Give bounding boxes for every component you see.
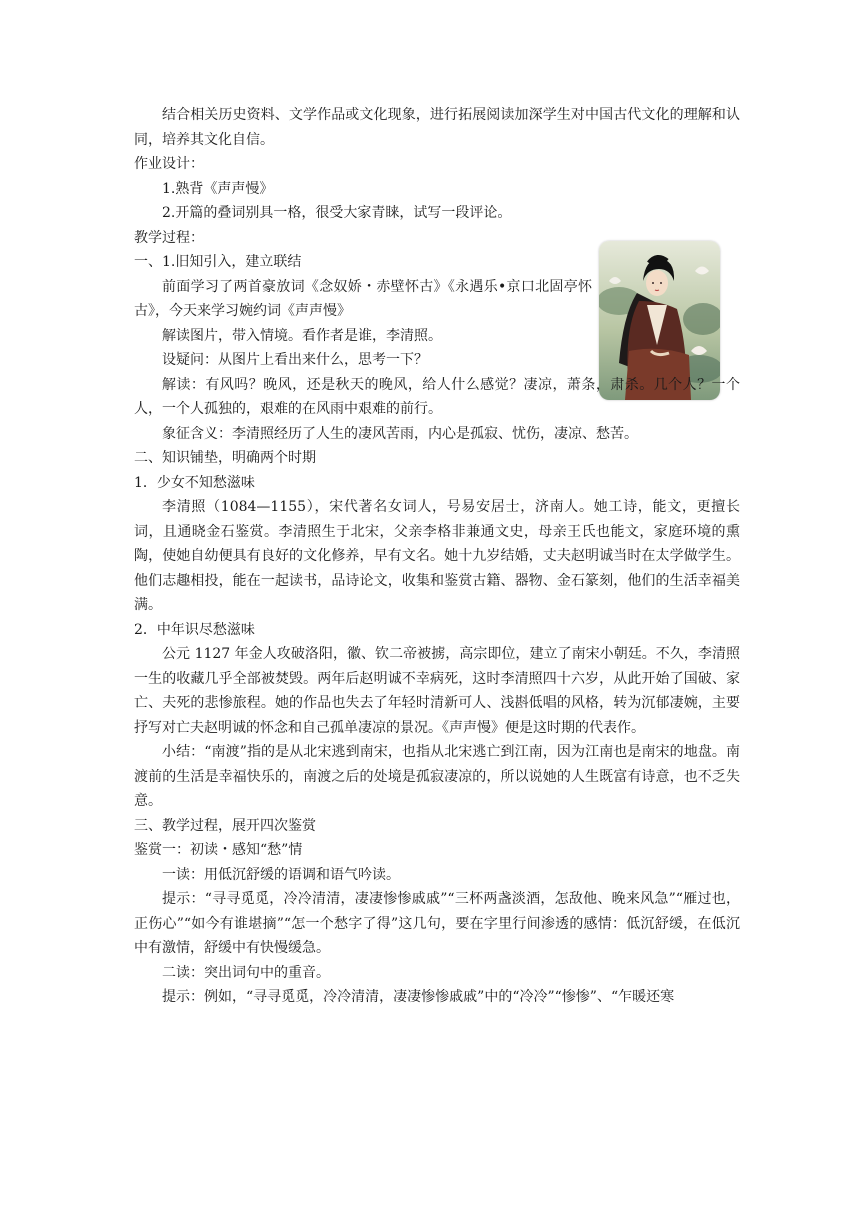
paragraph-question: 设疑问：从图片上看出来什么，思考一下？ xyxy=(162,352,428,368)
section-3-heading: 三、教学过程，展开四次鉴赏 xyxy=(134,817,316,834)
homework-item-1: 1.熟背《声声慢》 xyxy=(162,180,274,197)
hint-2: 提示：例如，“寻寻觅觅，冷冷清清，凄凄惨惨戚戚”中的“冷冷”“惨惨”、“乍暖还寒 xyxy=(162,989,675,1005)
hint-1: 提示：“寻寻觅觅，冷冷清清，凄凄惨惨戚戚”“三杯两盏淡酒，怎敌他、晚来风急”“雁过也，正伤心”“如今有谁堪摘”“怎一个愁字了得”这几句，要在字里行间渗透的感情：低沉舒缓，在低沉中有激情，舒缓中有快慢缓急。 xyxy=(134,891,740,956)
reading-1: 一读：用低沉舒缓的语调和语气吟读。 xyxy=(162,866,400,883)
paragraph-culture-goal: 结合相关历史资料、文学作品或文化现象，进行拓展阅读加深学生对中国古代文化的理解和认同，培养其文化自信。 xyxy=(134,107,740,148)
paragraph-prior-knowledge: 前面学习了两首豪放词《念奴娇・赤壁怀古》《永遇乐•京口北固亭怀古》，今天来学习婉约词《声声慢》 xyxy=(134,278,592,319)
paragraph-read-image: 解读图片，带入情境。看作者是谁，李清照。 xyxy=(162,327,442,344)
paragraph-summary: 小结：“南渡”指的是从北宋逃到南宋，也指从北宋逃亡到江南，因为江南也是南宋的地盘。南渡前的生活是幸福快乐的，南渡之后的处境是孤寂凄凉的，所以说她的人生既富有诗意，也不乏失意。 xyxy=(134,744,740,809)
homework-item-2: 2.开篇的叠词别具一格，很受大家青睐，试写一段评论。 xyxy=(162,205,512,221)
heading-homework: 作业设计： xyxy=(134,156,204,172)
subheading-youth: 1．少女不知愁滋味 xyxy=(134,474,255,491)
appreciation-1-heading: 鉴赏一：初读・感知“愁”情 xyxy=(134,842,303,858)
subheading-middle-age: 2．中年识尽愁滋味 xyxy=(134,621,255,638)
lesson-plan-text xyxy=(134,103,740,1010)
section-1-heading: 一、1.旧知引入，建立联结 xyxy=(134,254,302,270)
paragraph-symbolism: 象征含义：李清照经历了人生的凄风苦雨，内心是孤寂、忧伤，凄凉、愁苦。 xyxy=(162,425,638,442)
paragraph-biography: 李清照（1084—1155），宋代著名女词人，号易安居士，济南人。她工诗，能文，更擅长词，且通晓金石鉴赏。李清照生于北宋，父亲李格非兼通文史，母亲王氏也能文，家庭环境的熏陶，使她自幼便具有良好的文化修养，早有文名。她十九岁结婚，丈夫赵明诚当时在太学做学生。他们志趣相投，能在一起读书，品诗论文，收集和鉴赏古籍、器物、金石篆刻，他们的生活幸福美满。 xyxy=(134,499,740,613)
heading-teaching-process: 教学过程： xyxy=(134,229,204,246)
paragraph-interpretation: 解读：有风吗？晚风，还是秋天的晚风，给人什么感觉？凄凉，萧条，肃杀。几个人？一个人，一个人孤独的，艰难的在风雨中艰难的前行。 xyxy=(134,376,740,417)
section-2-heading: 二、知识铺垫，明确两个时期 xyxy=(134,450,316,466)
reading-2: 二读：突出词句中的重音。 xyxy=(162,964,330,981)
paragraph-history: 公元 1127 年金人攻破洛阳，徽、钦二帝被掳，高宗即位，建立了南宋小朝廷。不久，李清照一生的收藏几乎全部被焚毁。两年后赵明诚不幸病死，这时李清照四十六岁，从此开始了国破、家亡、夫死的悲惨旅程。她的作品也失去了年轻时清新可人、浅斟低唱的风格，转为沉郁凄婉，主要抒写对亡夫赵明诚的怀念和自己孤单凄凉的景况。《声声慢》便是这时期的代表作。 xyxy=(134,646,740,736)
